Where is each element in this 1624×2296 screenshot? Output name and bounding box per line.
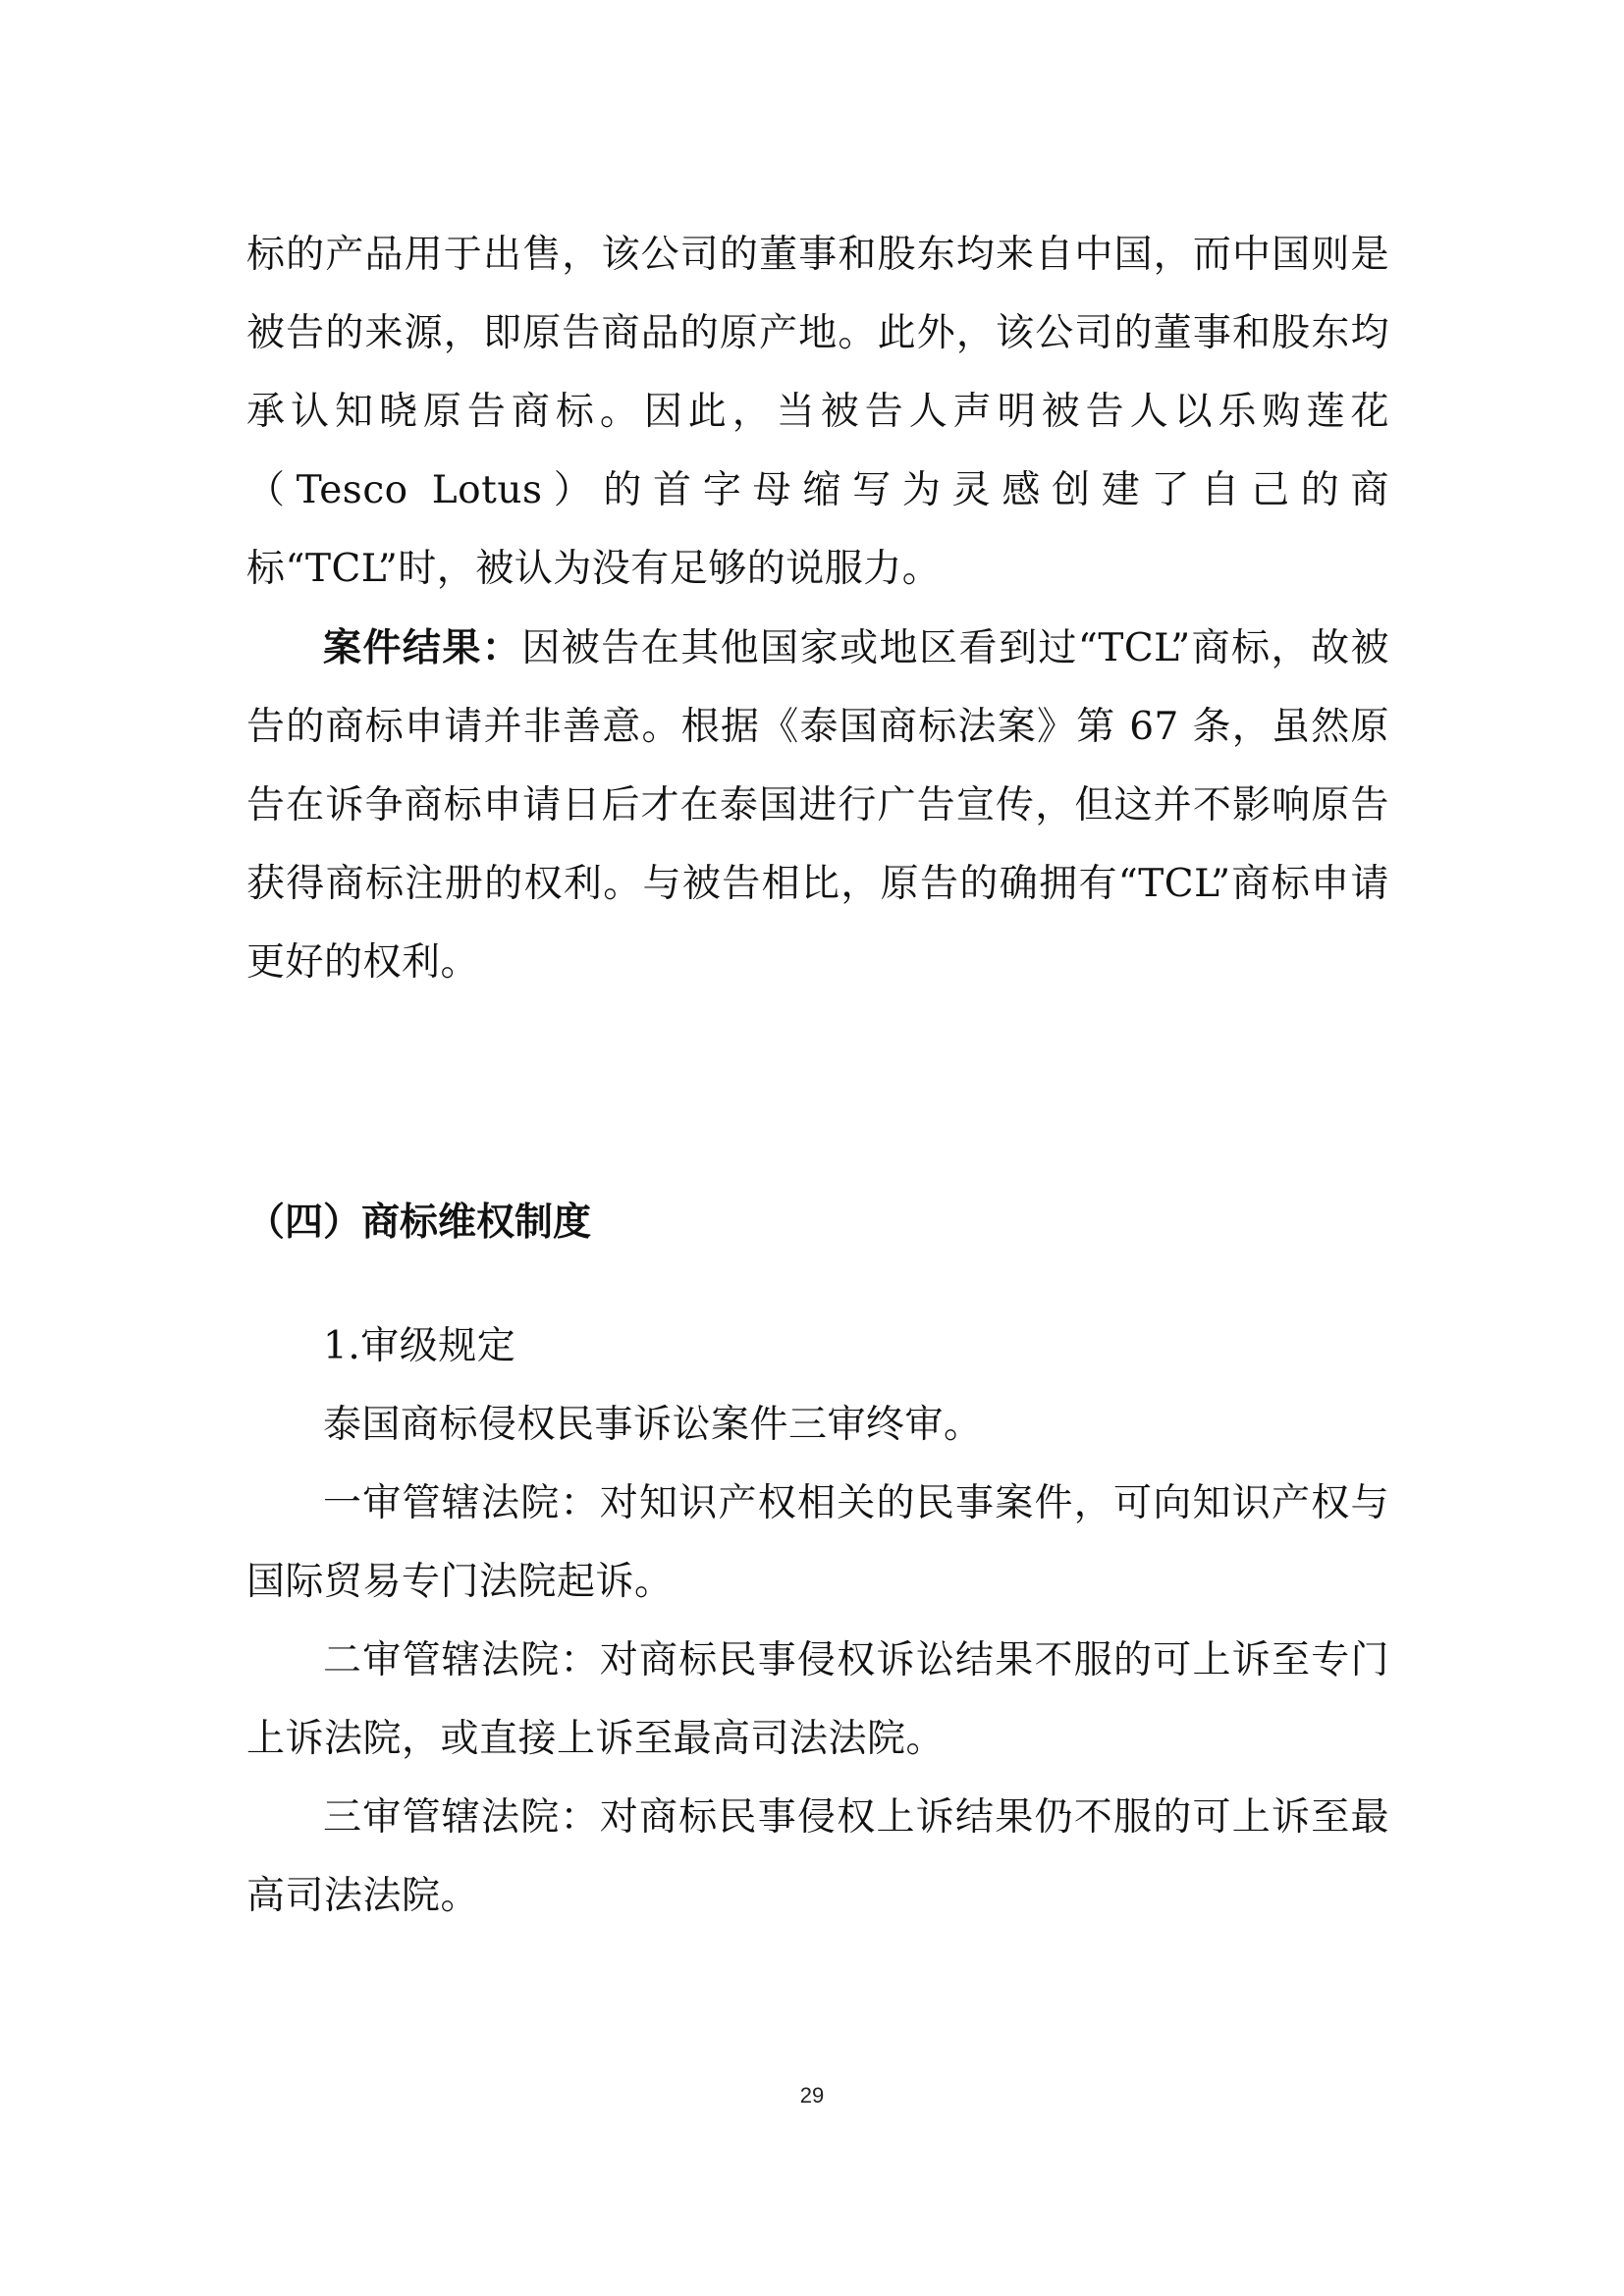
paragraph-three-trials: 泰国商标侵权民事诉讼案件三审终审。 [323, 1403, 983, 1447]
paragraph-third-instance: 三审管辖法院：对商标民事侵权上诉结果仍不服的可上诉至最高司法法院。 [246, 1795, 1389, 1918]
case-result-text: 因被告在其他国家或地区看到过“TCL”商标，故被告的商标申请并非善意。根据《泰国商标法案》第 67 条，虽然原告在诉争商标申请日后才在泰国进行广告宣传，但这并不影响原告获得商标注册的权利。与被告相比，原告的确拥有“TCL”商标申请更好的权利。 [246, 626, 1389, 985]
sub-heading-trial-levels: 1.审级规定 [323, 1324, 516, 1368]
page-number: 29 [799, 2083, 825, 2108]
paragraph-defendant-evidence: 标的产品用于出售，该公司的董事和股东均来自中国，而中国则是被告的来源，即原告商品的原产地。此外，该公司的董事和股东均承认知晓原告商标。因此，当被告人声明被告人以乐购莲花（Tesco Lotus）的首字母缩写为灵感创建了自己的商标“TCL”时，被认为没有足够的说服力。 [246, 233, 1389, 591]
paragraph-case-result [246, 609, 1389, 1002]
section-heading: （四）商标维权制度 [246, 1200, 592, 1245]
paragraph-second-instance: 二审管辖法院：对商标民事侵权诉讼结果不服的可上诉至专门上诉法院，或直接上诉至最高司法法院。 [246, 1638, 1389, 1761]
paragraph-first-instance: 一审管辖法院：对知识产权相关的民事案件，可向知识产权与国际贸易专门法院起诉。 [246, 1481, 1389, 1604]
case-result-label: 案件结果： [323, 625, 522, 670]
